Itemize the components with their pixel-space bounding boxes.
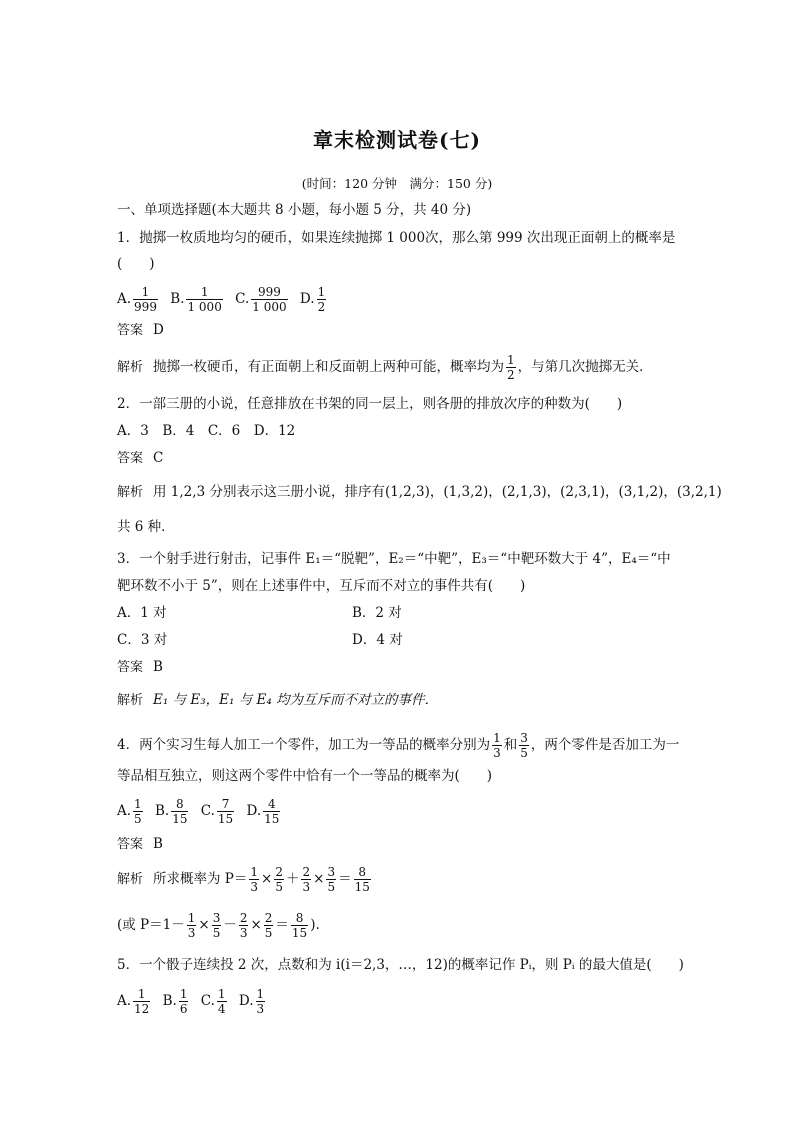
- q1-answer: 答案 D: [117, 322, 164, 338]
- q5-options: [117, 988, 273, 1015]
- q2-answer: 答案 C: [117, 450, 164, 466]
- q1-option-b: B. $\frac{1}{1 000}$: [170, 285, 222, 314]
- q5-option-c: C. $\frac{1}{4}$: [200, 987, 226, 1016]
- q1-analysis: 解析 抛掷一枚硬币，有正面朝上和反面朝上两种可能，概率均为 $\frac{1}{2}$ ，与第几次抛掷无关．: [117, 353, 653, 382]
- q3-option-c: C．3 对: [117, 632, 168, 648]
- q4-option-d: D. $\frac{4}{15}$: [246, 797, 280, 826]
- q4-stem-1: 4．两个实习生每人加工一个零件，加工为一等品的概率分别为 $\frac{1}{3}$ 和 $\frac{3}{5}$ ，两个零件是否加工为一: [117, 731, 680, 760]
- q4-options: [117, 798, 288, 825]
- section-heading: 一、单项选择题(本大题共 8 小题，每小题 5 分，共 40 分): [117, 202, 472, 218]
- q2-stem: 2．一部三册的小说，任意排放在书架的同一层上，则各册的排放次序的种数为( ): [117, 396, 623, 412]
- q3-analysis: 解析 E₁ 与 E₃，E₁ 与 E₄ 均为互斥而不对立的事件．: [117, 692, 439, 708]
- q2-options: A．3 B．4 C．6 D．12: [117, 423, 296, 439]
- q5-option-b: B. $\frac{1}{6}$: [162, 987, 188, 1016]
- q4-answer: 答案 B: [117, 836, 163, 852]
- q3-option-b: B．2 对: [352, 605, 402, 621]
- q5-option-d: D. $\frac{1}{3}$: [238, 987, 265, 1016]
- q3-stem-2: 靶环数不小于 5”，则在上述事件中，互斥而不对立的事件共有( ): [117, 578, 526, 594]
- q5-option-a: A. $\frac{1}{12}$: [117, 987, 150, 1016]
- q1-options: [117, 286, 334, 313]
- q1-option-c: C. $\frac{999}{1 000}$: [235, 285, 287, 314]
- q1-stem: 1．抛掷一枚质地均匀的硬币，如果连续抛掷 1 000次，那么第 999 次出现正面朝上的概率是: [117, 230, 676, 246]
- q1-option-a: A. $\frac{1}{999}$: [117, 285, 157, 314]
- q1-option-d: D. $\frac{1}{2}$: [299, 285, 326, 314]
- q4-analysis: 解析 所求概率为 P＝ $\frac{1}{3}$ × $\frac{2}{5}$ ＋ $\frac{2}{3}$ × $\frac{3}{5}$ ＝ $\frac{8}{15}$: [117, 865, 370, 894]
- q4-option-c: C. $\frac{7}{15}$: [200, 797, 234, 826]
- q3-option-a: A．1 对: [117, 605, 167, 621]
- q4-option-b: B. $\frac{8}{15}$: [154, 797, 188, 826]
- q2-analysis: 解析 用 1,2,3 分别表示这三册小说，排序有(1,2,3)，(1,3,2)，(2,1,3)，(2,3,1)，(3,1,2)，(3,2,1): [117, 484, 722, 500]
- q4-option-a: A. $\frac{1}{5}$: [117, 797, 142, 826]
- q3-stem-1: 3．一个射手进行射击，记事件 E₁＝“脱靶”，E₂＝“中靶”，E₃＝“中靶环数大于 4”，E₄＝“中: [117, 551, 671, 567]
- q3-answer: 答案 B: [117, 659, 163, 675]
- q2-analysis-cont: 共 6 种．: [117, 519, 175, 535]
- analysis-label: 解析: [117, 360, 144, 375]
- answer-label: 答案: [117, 323, 144, 338]
- exam-time-score: (时间：120 分钟 满分：150 分): [301, 176, 493, 191]
- q1-blank: ( ): [117, 256, 155, 272]
- q4-stem-2: 等品相互独立，则这两个零件中恰有一个一等品的概率为( ): [117, 768, 493, 784]
- page-title: 章末检测试卷(七): [313, 128, 481, 152]
- q4-alt-solution: (或 P＝1－ $\frac{1}{3}$ × $\frac{3}{5}$ － $\frac{2}{3}$ × $\frac{2}{5}$ ＝ $\frac{8}{15}$ ).: [117, 911, 320, 940]
- q5-stem: 5．一个骰子连续投 2 次，点数和为 i(i＝2,3，…，12)的概率记作 Pᵢ，则 Pᵢ 的最大值是( ): [117, 957, 684, 973]
- q3-option-d: D．4 对: [352, 632, 403, 648]
